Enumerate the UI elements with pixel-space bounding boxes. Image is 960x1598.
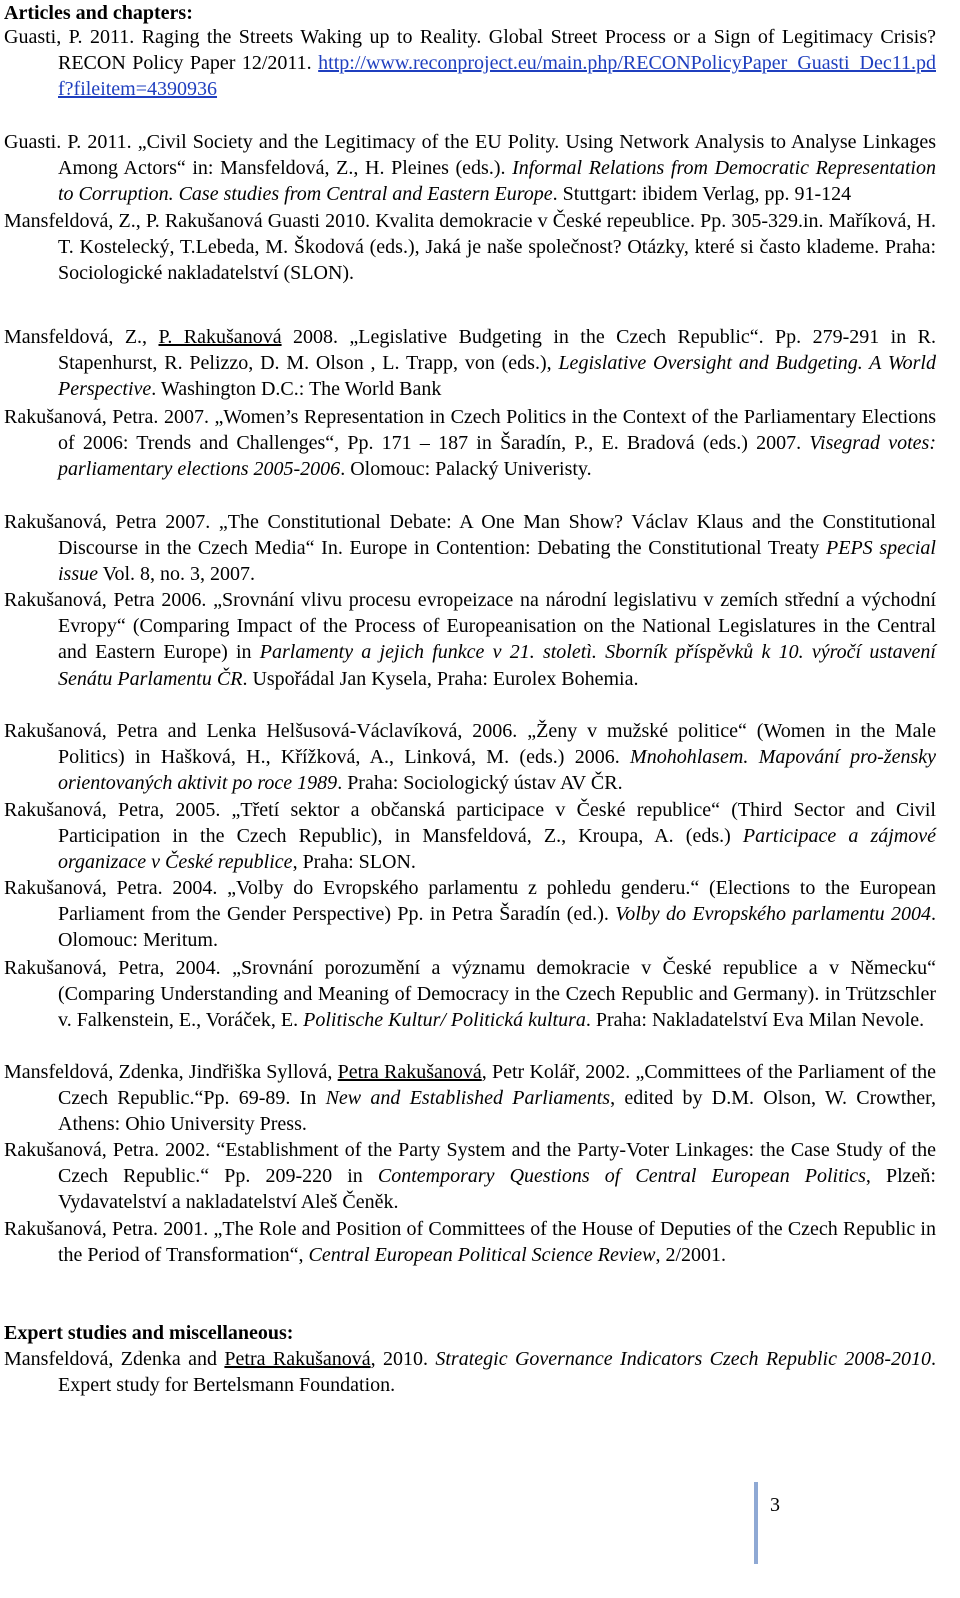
citation-entry [4, 1346, 936, 1398]
citation-entry [4, 509, 936, 588]
citation-text: Rakušanová, Petra. 2001. „The Role and Position of Committees of the House of Deputies of the Czech Republic in the Period of Transformation“, [4, 1218, 936, 1267]
citation-entry [4, 404, 936, 483]
citation-title: Legislative Oversight and Budgeting. A World Perspective [58, 352, 936, 401]
citation-entry [4, 1137, 936, 1216]
citation-text: , edited by D.M. Olson, W. Crowther, Athens: Ohio University Press. [58, 1087, 937, 1136]
citation-text: Rakušanová, Petra. 2007. „Women’s Representation in Czech Politics in the Context of the Parliamentary Elections of 2006: Trends and Challenges“, Pp. 171 – 187 in Šaradín, P., E. Bradová (eds.) 2007. [4, 406, 936, 455]
citation-text: Rakušanová, Petra. 2004. „Volby do Evropského parlamentu z pohledu genderu.“ (Elections to the European Parliament from the Gender Perspective) Pp. in Petra Šaradín (ed.). [4, 877, 936, 926]
citation-text: , 2010. [370, 1348, 436, 1370]
citation-entry [4, 875, 936, 954]
citation-text: Vol. 8, no. 3, 2007. [98, 563, 256, 586]
citation-title: Central European Political Science Review [308, 1244, 656, 1267]
citation-text: . Praha: Nakladatelství Eva Milan Nevole. [585, 1009, 925, 1032]
citation-text: Mansfeldová, Zdenka and [4, 1348, 225, 1370]
citation-text: . Uspořádal Jan Kysela, Praha: Eurolex Bohemia. [242, 667, 639, 690]
citation-text: 2008. „Legislative Budgeting in the Czech Republic“. Pp. 279-291 in R. Stapenhurst, R. Pelizzo, D. M. Olson , L. Trapp, von (eds.), [58, 326, 936, 375]
citation-title: Volby do Evropského parlamentu 2004 [615, 903, 931, 926]
author-highlight: Petra Rakušanová [224, 1348, 371, 1370]
citation-title: Informal Relations from Democratic Representation to Corruption. Case studies from Central and Eastern Europe [58, 157, 936, 206]
citation-text: Mansfeldová, Z., [4, 326, 159, 348]
citation-text: , 2/2001. [655, 1244, 727, 1267]
section-heading-expert: Expert studies and miscellaneous: [4, 1322, 294, 1344]
citation-text: . Washington D.C.: The World Bank [151, 378, 442, 401]
citation-text: Rakušanová, Petra and Lenka Helšusová-Václavíková, 2006. „Ženy v mužské politice“ (Women in the Male Politics) in Hašková, H., Křížková, A., Linková, M. (eds.) 2006. [4, 720, 936, 769]
citation-text: Guasti. P. 2011. „Civil Society and the Legitimacy of the EU Polity. Using Network Analysis to Analyse Linkages Among Actors“ in: Mansfeldová, Z., H. Pleines (eds.). [4, 131, 936, 180]
section-heading-articles: Articles and chapters: [4, 2, 193, 24]
citation-text: Rakušanová, Petra, 2005. „Třetí sektor a občanská participace v České republice“ (Third Sector and Civil Participation in the Czech Republic), in Mansfeldová, Z., Kroupa, A. (eds.) [4, 799, 936, 848]
citation-title: Participace a zájmové organizace v České republice [58, 825, 936, 874]
citation-entry [4, 955, 936, 1034]
citation-entry [4, 797, 936, 876]
citation-text: Rakušanová, Petra 2007. „The Constitutional Debate: A One Man Show? Václav Klaus and the Constitutional Discourse in the Czech Media“ In. Europe in Contention: Debating the Constitutional Treaty [4, 511, 936, 560]
citation-text: Mansfeldová, Zdenka, Jindřiška Syllová, [4, 1061, 338, 1083]
citation-text: Guasti, P. 2011. Raging the Streets Waking up to Reality. Global Street Process or a Sign of Legitimacy Crisis? RECON Policy Paper 12/2011. [4, 26, 936, 75]
citation-entry [4, 324, 936, 403]
citation-title: Contemporary Questions of Central European Politics [377, 1165, 866, 1188]
citation-text: . Expert study for Bertelsmann Foundation. [58, 1348, 937, 1397]
citation-entry [4, 718, 936, 797]
citation-text: . Stuttgart: ibidem Verlag, pp. 91-124 [552, 183, 852, 206]
citation-entry [4, 1216, 936, 1268]
citation-title: PEPS special issue [58, 537, 936, 586]
citation-text: , Petr Kolář, 2002. „Committees of the Parliament of the Czech Republic.“Pp. 69-89. In [58, 1061, 937, 1110]
citation-text: Mansfeldová, Z., P. Rakušanová Guasti 2010. Kvalita demokracie v České repeublice. Pp. 305-329.in. Maříková, H. T. Kostelecký, T.Lebeda, M. Škodová (eds.), Jaká je naše společnost? Otázky, které si často klademe. Praha: Sociologické nakladatelství (SLON). [4, 210, 936, 285]
citation-title: Parlamenty a jejich funkce v 21. stoletì. Sborník příspěvků k 10. výročí ustavení Senátu Parlamentu ČR [58, 641, 936, 690]
citation-title: New and Established Parliaments [325, 1087, 611, 1110]
citation-text: , Praha: SLON. [292, 851, 416, 874]
citation-title: Politische Kultur/ Politická kultura [303, 1009, 586, 1032]
citation-text: , Plzeň: Vydavatelství a nakladatelství Aleš Čeněk. [58, 1165, 936, 1214]
citation-text: Rakušanová, Petra, 2004. „Srovnání porozumění a významu demokracie v České republice a v Německu“ (Comparing Understanding and Meaning of Democracy in the Czech Republic and Germany). in Trützschler v. Falkenstein, E., Voráček, E. [4, 957, 936, 1032]
citation-text: . Praha: Sociologický ústav AV ČR. [337, 772, 623, 795]
citation-entry [4, 587, 936, 692]
citation-text: . Olomouc: Meritum. [58, 903, 936, 952]
citation-text: Rakušanová, Petra. 2002. “Establishment of the Party System and the Party-Voter Linkages: the Case Study of the Czech Republic.“ Pp. 209-220 in [4, 1139, 936, 1188]
citation-entry [4, 208, 936, 287]
citation-title: Mnohohlasem. Mapování pro-žensky orientovaných aktivit po roce 1989 [58, 746, 937, 795]
page-number-box [754, 1482, 858, 1564]
citation-entry [4, 129, 936, 208]
citation-title: Strategic Governance Indicators Czech Republic 2008-2010 [435, 1348, 932, 1370]
citation-title: Visegrad votes: parliamentary elections 2005-2006 [58, 432, 936, 481]
citation-link[interactable]: http://www.reconproject.eu/main.php/RECONPolicyPaper_Guasti_Dec11.pdf?fileitem=4390936 [58, 52, 936, 101]
author-highlight: P. Rakušanová [158, 326, 282, 348]
citation-text: Rakušanová, Petra 2006. „Srovnání vlivu procesu evropeizace na národní legislativu v zemích střední a východní Evropy“ (Comparing Impact of the Process of Europeanisation on the National Legislatures in the Central and Eastern Europe) in [4, 589, 936, 664]
citation-entry [4, 24, 936, 103]
citation-entry [4, 1059, 936, 1138]
page-number: 3 [770, 1494, 780, 1516]
author-highlight: Petra Rakušanová [337, 1061, 482, 1083]
citation-text: . Olomouc: Palacký Univeristy. [340, 458, 592, 481]
